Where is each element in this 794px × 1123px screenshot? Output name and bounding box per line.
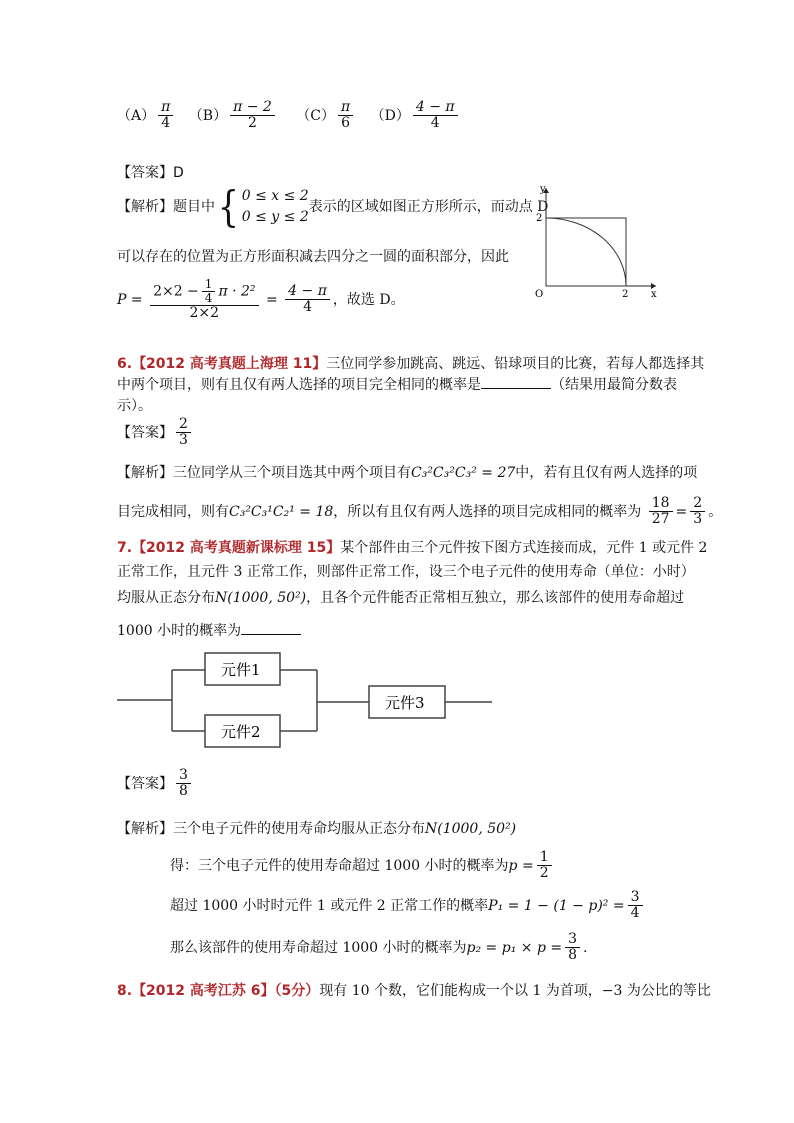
- q6-stem-line2: 中两个项目，则有且仅有两人选择的项目完全相同的概率是 （结果用最简分数表: [117, 377, 677, 393]
- q6-answer: 【答案】 $\frac{2}{3}$: [117, 417, 194, 449]
- graph-x-tick: 2: [622, 289, 629, 300]
- q7-analysis-line1: 【解析】三个电子元件的使用寿命均服从正态分布N(1000, 50²): [117, 821, 517, 837]
- graph-y-label: y: [540, 184, 546, 195]
- q5-analysis-line2: 可以存在的位置为正方形面积减去四分之一圆的面积部分，因此: [117, 249, 509, 265]
- component-3-label: 元件3: [385, 694, 425, 712]
- q6-stem-line1: 6.【2012 高考真题上海理 11】三位同学参加跳高、跳远、铅球项目的比赛，若每人都选择其: [117, 356, 705, 372]
- graph-x-label: x: [651, 289, 657, 300]
- q7-step3: 那么该部件的使用寿命超过 1000 小时的概率为p₂ = p₁ × p = $\frac{3}{8}$ .: [170, 931, 588, 964]
- q5-options: [117, 100, 461, 132]
- q7-step1: 得：三个电子元件的使用寿命超过 1000 小时的概率为p = $\frac{1}{2}$: [170, 850, 555, 882]
- option-a: （A） $\frac{\pi}{4}$: [117, 108, 176, 124]
- option-c: （C） $\frac{\pi}{6}$: [296, 108, 356, 124]
- q7-circuit-diagram: [117, 640, 497, 765]
- q7-stem-line3: 均服从正态分布N(1000, 50²)，且各个元件能否正常相互独立，那么该部件的使用寿命超过: [117, 590, 685, 606]
- q5-probability-formula: P = 2×2 − $\frac{1}{4}$ π · 2² 2×2 = $\frac{4 - \pi}{4}$ ，故选 D。: [117, 277, 405, 322]
- q5-analysis: 【解析】题目中{ 0 ≤ x ≤ 2 0 ≤ y ≤ 2 表示的区域如图正方形所示，而动点 D: [117, 182, 549, 231]
- q7-step2: 超过 1000 小时时元件 1 或元件 2 正常工作的概率P₁ = 1 − (1 − p)² = $\frac{3}{4}$: [170, 890, 646, 922]
- q7-stem-line4: 1000 小时的概率为: [117, 620, 301, 640]
- q6-analysis-line2: 目完成相同，则有C₃²C₃¹C₂¹ = 18，所以有且仅有两人选择的项目完成相同的概率为 $\frac{18}{27}$ = $\frac{2}{3}$ 。: [117, 495, 723, 528]
- option-d: （D） $\frac{4 - \pi}{4}$: [371, 108, 461, 124]
- q7-stem-line1: 7.【2012 高考真题新课标理 15】某个部件由三个元件按下图方式连接而成，元件 1 或元件 2: [117, 540, 708, 556]
- q8-stem: 8.【2012 高考江苏 6】（5分）现有 10 个数，它们能构成一个以 1 为首项，−3 为公比的等比: [117, 983, 711, 999]
- q7-answer: 【答案】 $\frac{3}{8}$: [117, 768, 194, 800]
- option-b: （B） $\frac{\pi - 2}{2}$: [189, 108, 278, 124]
- component-2-label: 元件2: [221, 723, 261, 741]
- q5-region-graph: [532, 182, 662, 302]
- q6-analysis-line1: 【解析】三位同学从三个项目选其中两个项目有C₃²C₃²C₃² = 27中，若有且仅有两人选择的项: [117, 465, 698, 481]
- q7-stem-line2: 正常工作，且元件 3 正常工作，则部件正常工作，设三个电子元件的使用寿命（单位：小时）: [117, 564, 695, 580]
- graph-y-tick: 2: [536, 213, 543, 224]
- graph-origin: O: [535, 289, 544, 300]
- component-1-label: 元件1: [221, 661, 261, 679]
- q5-answer: 【答案】D: [117, 165, 184, 181]
- q6-stem-line3: 示）。: [117, 398, 152, 414]
